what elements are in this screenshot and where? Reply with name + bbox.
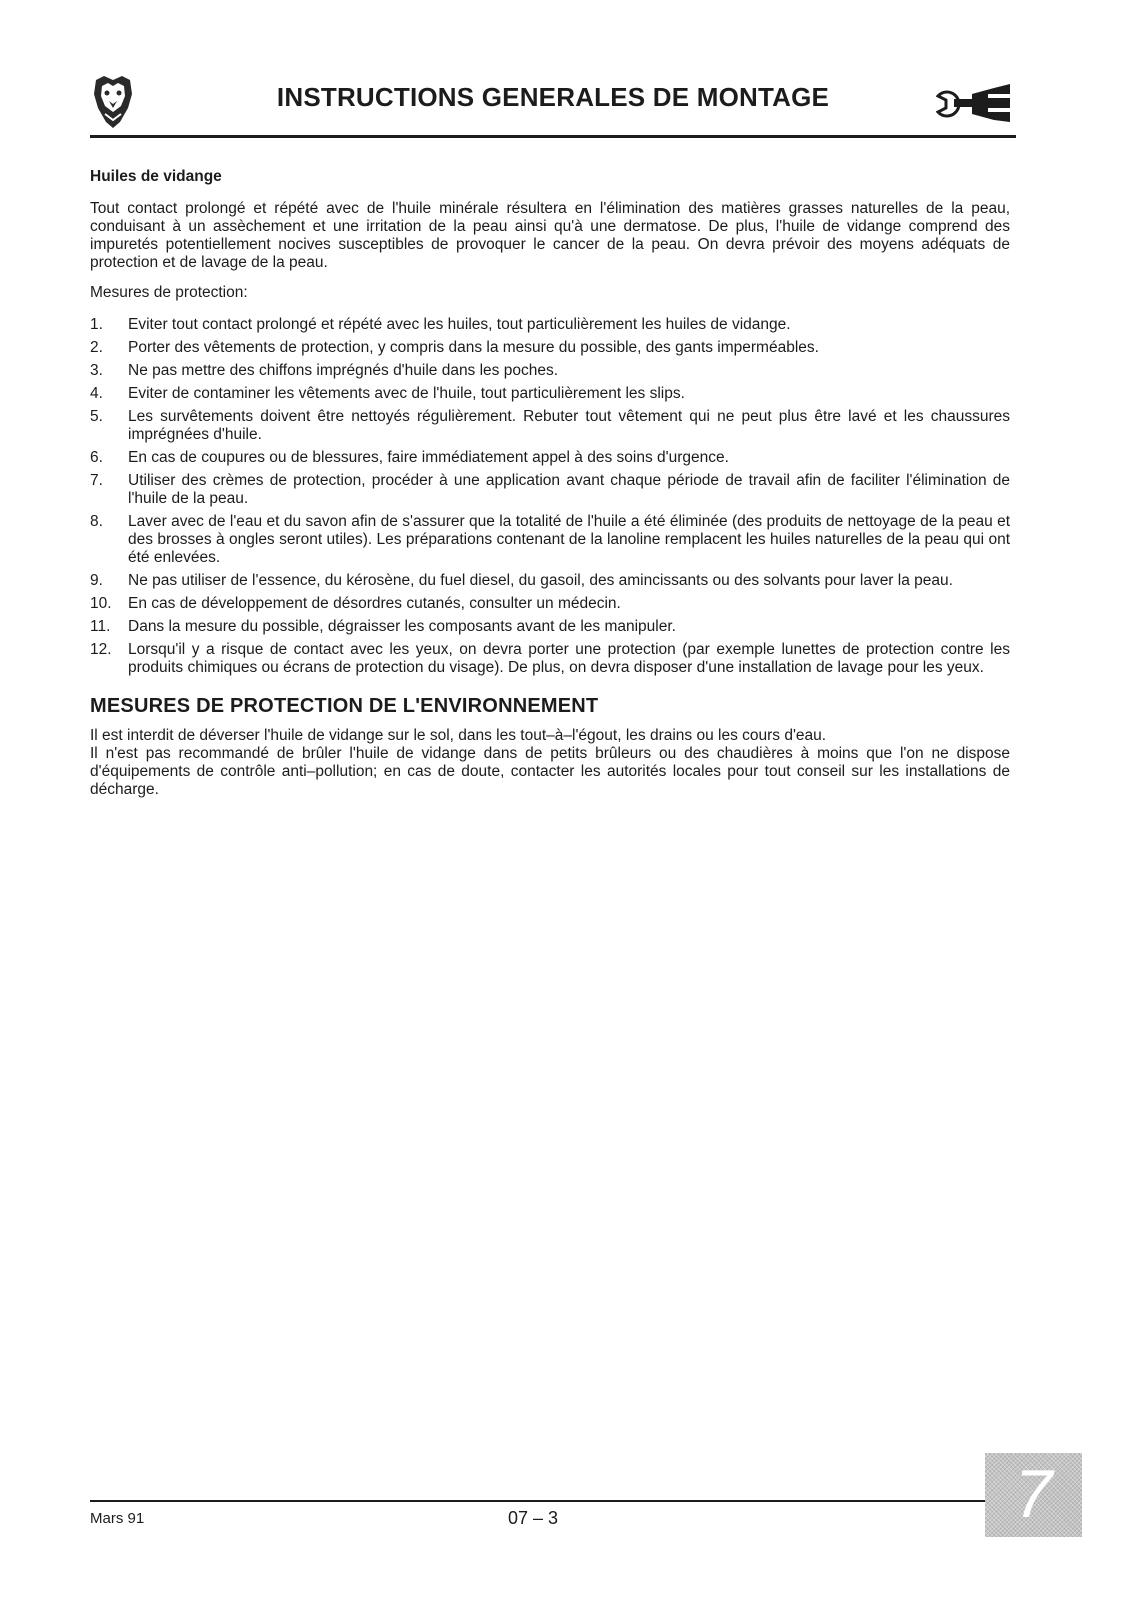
chapter-number: 7	[1014, 1456, 1053, 1532]
environment-heading: MESURES DE PROTECTION DE L'ENVIRONNEMENT	[90, 695, 599, 717]
chapter-tab	[985, 1453, 1082, 1537]
environment-section	[90, 727, 1010, 799]
item-number: 7.	[90, 472, 103, 489]
item-text: Les survêtements doivent être nettoyés régulièrement. Rebuter tout vêtement qui ne peut plus être lavé et les chaussures imprégnées d'huile.	[128, 408, 1010, 443]
item-number: 1.	[90, 316, 103, 333]
item-text: Eviter tout contact prolongé et répété avec les huiles, tout particulièrement les huiles de vidange.	[128, 316, 791, 333]
list-item	[90, 362, 1010, 380]
item-number: 4.	[90, 385, 103, 402]
list-item	[90, 316, 1010, 334]
wrench-icon	[936, 78, 1012, 128]
item-text: Lorsqu'il y a risque de contact avec les yeux, on devra porter une protection (par exemple lunettes de protection contre les produits chimiques ou écrans de protection du visage). De plus, on devra disposer d'une installation de lavage pour les yeux.	[128, 641, 1010, 676]
environment-line: Il est interdit de déverser l'huile de vidange sur le sol, dans les tout–à–l'égout, les drains ou les cours d'eau.	[90, 727, 827, 744]
list-item	[90, 449, 1010, 467]
item-text: Laver avec de l'eau et du savon afin de s'assurer que la totalité de l'huile a été éliminée (des produits de nettoyage de la peau et des brosses à ongles seront utiles). Les préparations contenant de la lanoline remplacent les huiles naturelles de la peau qui ont été enlevées.	[128, 513, 1010, 566]
list-item	[90, 408, 1010, 444]
list-item	[90, 618, 1010, 636]
page-header	[90, 74, 1016, 134]
item-text: Porter des vêtements de protection, y compris dans la mesure du possible, des gants imperméables.	[128, 339, 819, 356]
list-item	[90, 472, 1010, 508]
list-item	[90, 595, 1010, 613]
main-content	[90, 168, 1010, 799]
section-subheading: Huiles de vidange	[90, 168, 222, 185]
page-number: 07 – 3	[508, 1508, 559, 1528]
list-item	[90, 385, 1010, 403]
item-text: En cas de coupures ou de blessures, faire immédiatement appel à des soins d'urgence.	[128, 449, 729, 466]
item-number: 6.	[90, 449, 103, 466]
footer-date: Mars 91	[90, 1510, 145, 1527]
footer-rule	[90, 1500, 985, 1502]
measures-label: Mesures de protection:	[90, 284, 248, 301]
intro-paragraph: Tout contact prolongé et répété avec de l'huile minérale résultera en l'élimination des matières grasses naturelles de la peau, conduisant à un assèchement et une irritation de la peau ainsi qu'à une dermatose. De plus, l'huile de vidange comprend des impuretés potentiellement nocives susceptibles de provoquer le cancer de la peau. On devra prévoir des moyens adéquats de protection et de lavage de la peau.	[90, 200, 1010, 271]
item-number: 11.	[90, 618, 111, 635]
list-item	[90, 641, 1010, 677]
item-number: 12.	[90, 641, 112, 658]
item-number: 2.	[90, 339, 103, 356]
item-number: 9.	[90, 572, 103, 589]
list-item	[90, 339, 1010, 357]
item-text: Utiliser des crèmes de protection, procéder à une application avant chaque période de travail afin de faciliter l'élimination de l'huile de la peau.	[128, 472, 1010, 507]
item-number: 10.	[90, 595, 112, 612]
list-item	[90, 513, 1010, 567]
item-number: 5.	[90, 408, 103, 425]
page-title: INSTRUCTIONS GENERALES DE MONTAGE	[276, 82, 830, 112]
environment-line: Il n'est pas recommandé de brûler l'huile de vidange dans de petits brûleurs ou des chaudières à moins que l'on ne dispose d'équipements de contrôle anti–pollution; en cas de doute, contacter les autorités locales pour tout conseil sur les installations de décharge.	[90, 745, 1010, 798]
item-text: Eviter de contaminer les vêtements avec de l'huile, tout particulièrement les slips.	[128, 385, 685, 402]
item-text: Ne pas mettre des chiffons imprégnés d'huile dans les poches.	[128, 362, 559, 379]
item-text: En cas de développement de désordres cutanés, consulter un médecin.	[128, 595, 621, 612]
list-item	[90, 572, 1010, 590]
item-number: 8.	[90, 513, 103, 530]
protection-list	[90, 316, 1010, 677]
item-text: Dans la mesure du possible, dégraisser les composants avant de les manipuler.	[128, 618, 676, 635]
item-number: 3.	[90, 362, 103, 379]
header-rule	[90, 135, 1016, 138]
item-text: Ne pas utiliser de l'essence, du kérosène, du fuel diesel, du gasoil, des amincissants ou des solvants pour laver la peau.	[128, 572, 953, 589]
